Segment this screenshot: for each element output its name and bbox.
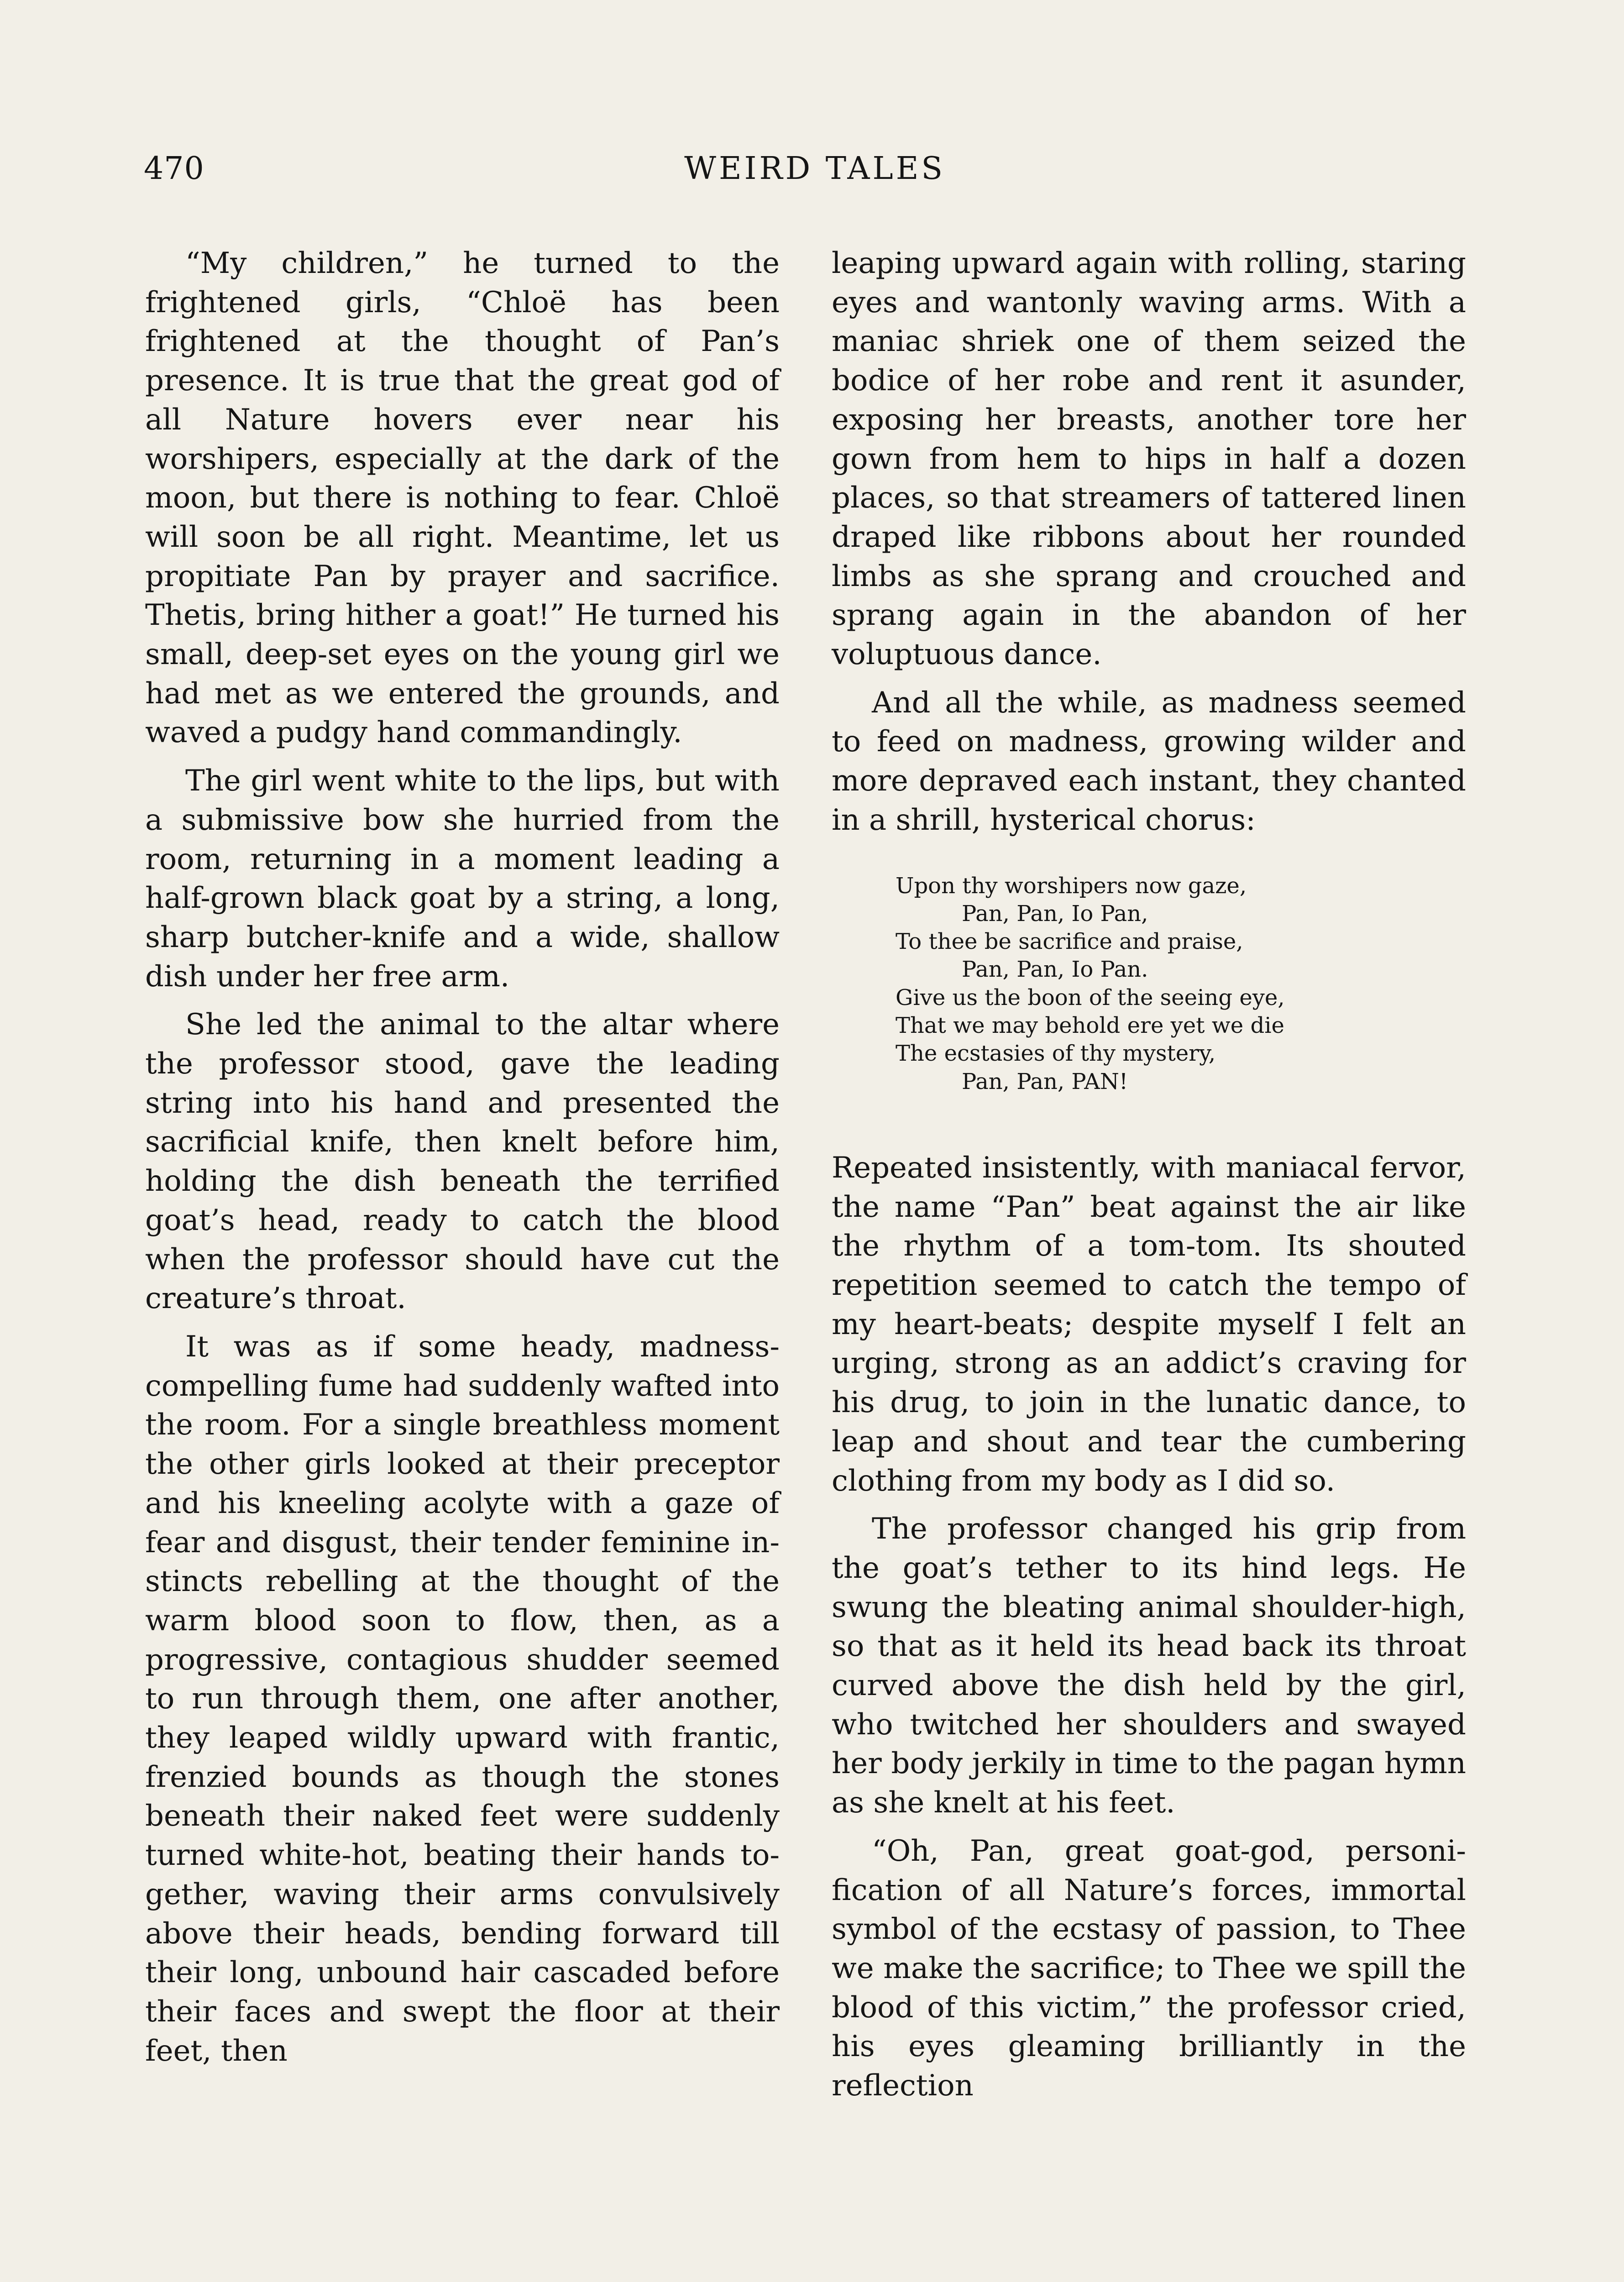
story-paragraph: She led the animal to the altar where the professor stood, gave the leading string into his hand and presented the sacrificial knife, then knelt before him, holding the dish beneath the terrified goat’s head, ready to catch the blood when the professor should have cut the creature’s throat. xyxy=(145,1008,780,1316)
verse-line: That we may behold ere yet we die xyxy=(896,1013,1284,1039)
story-paragraph: The girl went white to the lips, but with a submissive bow she hurried from the room, returning in a moment leading a half-grown black goat by a string, a long, sharp butcher-knife and a wide, shallow dish under her free arm. xyxy=(145,764,780,994)
verse-line: The ecstasies of thy mystery, xyxy=(896,1041,1216,1067)
right-text-column xyxy=(832,244,1466,2115)
story-paragraph: The professor changed his grip from the goat’s tether to its hind legs. He swung the bleating animal shoulder-high, so that as it held its head back its throat curved above the dish held by the girl, who twitched her shoulders and swayed her body jerkily in time to the pagan hymn as she knelt at his feet. xyxy=(832,1512,1466,1820)
continued-story-paragraph: leaping upward again with rolling, staring eyes and wantonly waving arms. With a maniac shriek one of them seized the bodice of her robe and rent it asunder, exposing her breasts, another tore her gown from hem to hips in half a dozen places, so that streamers of tattered linen draped like ribbons about her rounded limbs as she sprang and crouched and sprang again in the abandon of her voluptuous dance. xyxy=(832,246,1466,672)
page-number: 470 xyxy=(144,151,204,187)
verse-line: To thee be sacrifice and praise, xyxy=(896,929,1243,955)
chant-verse xyxy=(832,872,1466,1096)
verse-line: Pan, Pan, Io Pan. xyxy=(962,957,1148,983)
story-paragraph: Repeated insistently, with maniacal fervor, the name “Pan” beat against the air like the rhythm of a tom-tom. Its shouted repetition seemed to catch the tempo of my heart-beats; despite myself I felt an urging, strong as an addict’s craving for his drug, to join in the lunatic dance, to leap and shout and tear the cumbering clothing from my body as I did so. xyxy=(832,1151,1466,1498)
story-paragraph: “My children,” he turned to the frightened girls, “Chloë has been frightened at the thought of Pan’s presence. It is true that the great god of all Nature hovers ever near his worshipers, especially at the dark of the moon, but there is nothing to fear. Chloë will soon be all right. Meantime, let us propitiate Pan by prayer and sacrifice. Thetis, bring hither a goat!” He turned his small, deep-set eyes on the young girl we had met as we entered the grounds, and waved a pudgy hand commandingly. xyxy=(145,246,780,750)
running-header xyxy=(144,144,1486,194)
magazine-title: WEIRD TALES xyxy=(684,151,945,187)
story-paragraph: And all the while, as madness seemed to feed on madness, growing wilder and more depraved each instant, they chanted in a shrill, hysterical chorus: xyxy=(832,686,1466,837)
story-paragraph: It was as if some heady, madness-compelling fume had suddenly wafted into the room. For a single breathless moment the other girls looked at their preceptor and his kneeling acolyte with a gaze of fear and disgust, their tender feminine instincts rebelling at the thought of the warm blood soon to flow, then, as a progressive, contagious shudder seemed to run through them, one after another, they leaped wildly upward with frantic, frenzied bounds as though the stones beneath their naked feet were suddenly turned white-hot, beating their hands together, waving their arms convulsively above their heads, bending forward till their long, unbound hair cascaded before their faces and swept the floor at their feet, then xyxy=(145,1329,780,2068)
verse-line: Give us the boon of the seeing eye, xyxy=(896,984,1285,1010)
verse-line: Upon thy worshipers now gaze, xyxy=(896,873,1247,899)
story-paragraph: “Oh, Pan, great goat-god, personification of all Nature’s forces, immortal symbol of the ecstasy of passion, to Thee we make the sacrifice; to Thee we spill the blood of this victim,” the professor cried, his eyes gleaming brilliantly in the reflection xyxy=(832,1834,1466,2103)
verse-line: Pan, Pan, Io Pan, xyxy=(962,900,1148,926)
verse-line: Pan, Pan, PAN! xyxy=(962,1068,1128,1094)
left-text-column xyxy=(145,244,780,2080)
